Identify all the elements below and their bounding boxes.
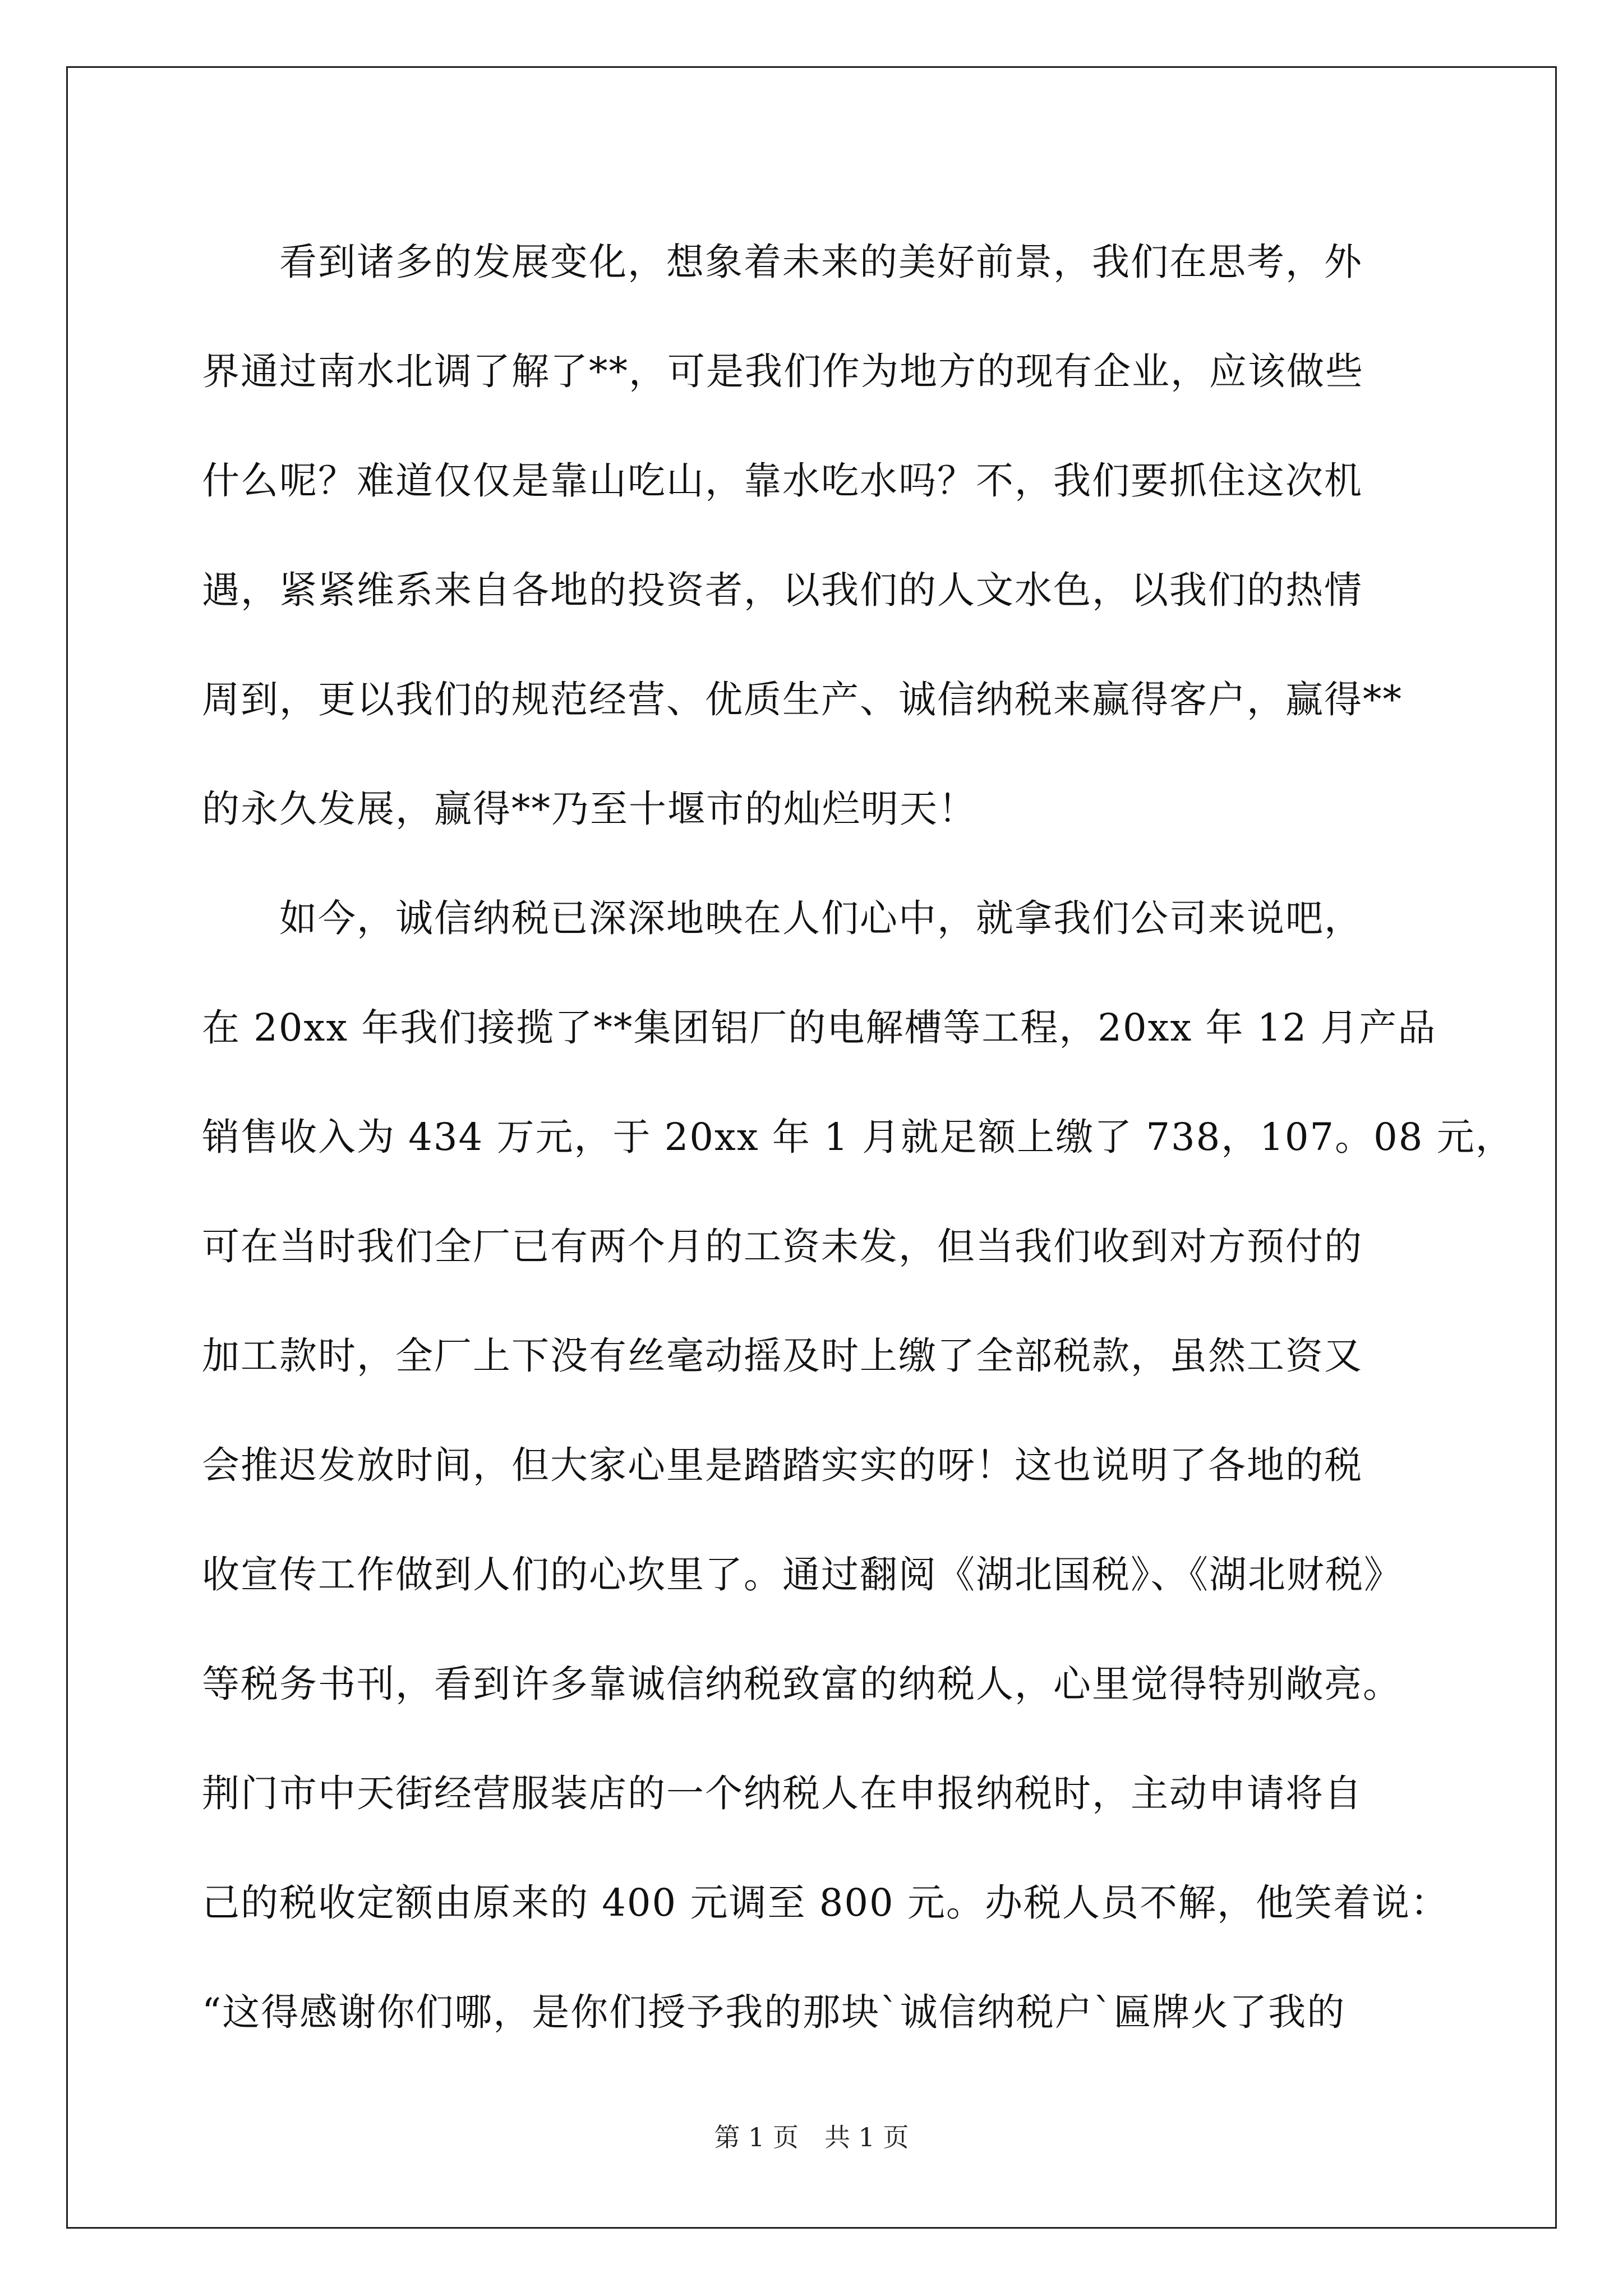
paragraph-1-line-1: 看到诸多的发展变化，想象着未来的美好前景，我们在思考，外 xyxy=(279,240,1363,284)
paragraph-1-line-3: 什么呢？难道仅仅是靠山吃山，靠水吃水吗？不，我们要抓住这次机 xyxy=(202,459,1363,503)
paragraph-2-line-11: “这得感谢你们哪，是你们授予我的那块`诚信纳税户`匾牌火了我的 xyxy=(202,1990,1346,2034)
paragraph-2-line-9: 荆门市中天街经营服装店的一个纳税人在申报纳税时，主动申请将自 xyxy=(202,1772,1363,1815)
document-body xyxy=(202,208,1514,2067)
paragraph-2-line-8: 等税务书刊，看到许多靠诚信纳税致富的纳税人，心里觉得特别敞亮。 xyxy=(202,1662,1401,1706)
paragraph-1-line-4: 遇，紧紧维系来自各地的投资者，以我们的人文水色，以我们的热情 xyxy=(202,568,1363,612)
paragraph-1-line-5: 周到，更以我们的规范经营、优质生产、诚信纳税来赢得客户，赢得** xyxy=(202,678,1403,721)
paragraph-1-line-6: 的永久发展，赢得**乃至十堰市的灿烂明天！ xyxy=(202,787,977,831)
paragraph-2-line-5: 加工款时，全厂上下没有丝毫动摇及时上缴了全部税款，虽然工资又 xyxy=(202,1334,1363,1378)
paragraph-2-line-10: 己的税收定额由原来的 400 元调至 800 元。办税人员不解，他笑着说： xyxy=(202,1881,1449,1925)
paragraph-2-line-7: 收宣传工作做到人们的心坎里了。通过翻阅《湖北国税》、《湖北财税》 xyxy=(202,1553,1403,1596)
paragraph-2-line-4: 可在当时我们全厂已有两个月的工资未发，但当我们收到对方预付的 xyxy=(202,1225,1363,1268)
paragraph-2-line-6: 会推迟发放时间，但大家心里是踏踏实实的呀！这也说明了各地的税 xyxy=(202,1443,1363,1487)
paragraph-2-line-1: 如今，诚信纳税已深深地映在人们心中，就拿我们公司来说吧， xyxy=(279,896,1363,940)
page-number-footer: 第 1 页 共 1 页 xyxy=(714,2122,909,2152)
paragraph-1-line-2: 界通过南水北调了解了**，可是我们作为地方的现有企业，应该做些 xyxy=(202,349,1364,393)
paragraph-2-line-2: 在 20xx 年我们接揽了**集团铝厂的电解槽等工程，20xx 年 12 月产品 xyxy=(202,1006,1437,1050)
paragraph-2-line-3: 销售收入为 434 万元，于 20xx 年 1 月就足额上缴了 738，107。08 元， xyxy=(202,1115,1514,1159)
